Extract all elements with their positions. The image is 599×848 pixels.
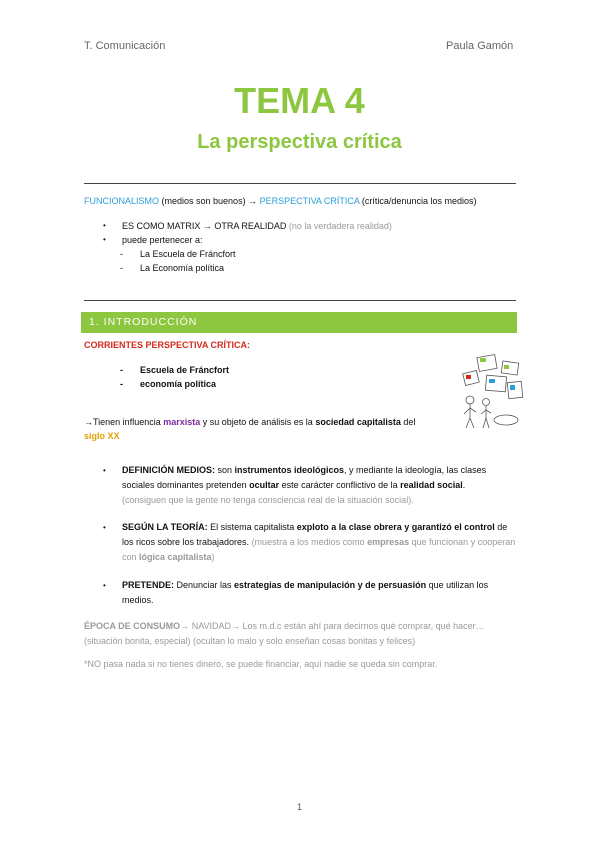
logica-capitalista-term: lógica capitalista <box>139 552 212 562</box>
definicion-text-2: , y mediante la ideología, las clases sociales dominantes pretenden <box>122 465 487 490</box>
footnote: *NO pasa nada si no tienes dinero, se puede financiar, aquí nadie se queda sin comprar. <box>84 659 438 669</box>
dash-marker: - <box>120 249 123 259</box>
divider <box>84 183 516 184</box>
funcionalismo-term: FUNCIONALISMO <box>84 196 160 206</box>
influence-text-1: →Tienen influencia <box>84 417 164 427</box>
teoria-note-3: ) <box>211 552 215 562</box>
divider <box>84 300 516 301</box>
intro-connector: (medios son buenos) → <box>159 196 260 206</box>
bullet-pertenecer-text: puede pertenecer a: <box>122 235 203 245</box>
empresas-term: empresas <box>367 537 410 547</box>
dash-marker: - <box>120 365 123 375</box>
bullet-matrix-note: (no la verdadera realidad) <box>286 221 392 231</box>
definicion-text-4: . <box>462 480 466 490</box>
corriente-item-1 <box>120 363 230 377</box>
pretende-label: PRETENDE: <box>122 580 175 590</box>
epoca-consumo-text: → NAVIDAD→ Los m.d.c están ahí para decirnos qué comprar, qué hacer… (situación bonita, especial) (ocultan lo malo y solo enseñan cosas bonitas y felices) <box>84 621 485 646</box>
ocultar-term: ocultar <box>249 480 280 490</box>
dash-marker: - <box>120 263 123 273</box>
dash-marker: - <box>120 379 123 389</box>
pretende-text-2: que utilizan los medios. <box>122 580 489 605</box>
teoria-text-2: de los ricos sobre los trabajadores. <box>122 522 508 547</box>
sub-item-frankfurt-text: La Escuela de Fráncfort <box>140 249 236 259</box>
sub-item-frankfurt <box>120 247 236 261</box>
teoria-highlight: exploto a la clase obrera y garantizó el control <box>296 522 495 532</box>
influence-line <box>84 415 444 429</box>
corrientes-title: CORRIENTES PERSPECTIVA CRÍTICA: <box>84 340 251 350</box>
perspectiva-critica-term: PERSPECTIVA CRÍTICA <box>259 196 360 206</box>
pretende <box>103 578 516 608</box>
bullet-pertenecer <box>103 233 203 247</box>
definicion-text-1: son <box>215 465 235 475</box>
section-heading: 1. INTRODUCCIÓN <box>89 316 198 328</box>
page-subtitle: La perspectiva crítica <box>197 131 402 153</box>
teoria-label: SEGÚN LA TEORÍA: <box>122 522 208 532</box>
intro-note: (crítica/denuncia los medios) <box>359 196 477 206</box>
bullet-dot: • <box>103 523 106 532</box>
bullet-dot: • <box>103 221 106 230</box>
intro-line <box>84 194 524 208</box>
page-number: 1 <box>296 802 302 812</box>
sociedad-capitalista-term: sociedad capitalista <box>315 417 401 427</box>
influence-text-3: del <box>400 417 416 427</box>
definicion-text-3: este carácter conflictivo de la <box>279 480 401 490</box>
bullet-matrix <box>103 219 392 233</box>
header-right: Paula Gamón <box>446 40 514 52</box>
page-title: TEMA 4 <box>234 80 365 121</box>
epoca-consumo <box>84 619 516 649</box>
sub-item-economia-text: La Economía política <box>140 263 225 273</box>
definicion-medios <box>103 463 516 508</box>
bullet-dot: • <box>103 581 106 590</box>
media-illustration <box>458 352 526 430</box>
instrumentos-term: instrumentos ideológicos <box>234 465 345 475</box>
epoca-consumo-label: ÉPOCA DE CONSUMO <box>84 621 181 631</box>
bullet-matrix-text: ES COMO MATRIX → OTRA REALIDAD <box>122 221 287 231</box>
realidad-social-term: realidad social <box>400 480 463 490</box>
header-left: T. Comunicación <box>84 40 166 52</box>
section-heading-bar <box>81 312 517 333</box>
sub-item-economia <box>120 261 225 275</box>
siglo-xx-term: siglo XX <box>84 431 120 441</box>
marxista-term: marxista <box>163 417 201 427</box>
estrategias-term: estrategias de manipulación y de persuasión <box>234 580 427 590</box>
bullet-dot: • <box>103 235 106 244</box>
teoria-text-1: El sistema capitalista <box>207 522 297 532</box>
teoria-note-1: (muestra a los medios como <box>249 537 368 547</box>
bullet-dot: • <box>103 466 106 475</box>
segun-la-teoria <box>103 520 516 565</box>
definicion-label: DEFINICIÓN MEDIOS: <box>122 465 216 475</box>
definicion-note: (consiguen que la gente no tenga consciencia real de la situación social). <box>122 495 414 505</box>
teoria-note-2: que funcionan y cooperan con <box>122 537 516 562</box>
influence-text-2: y su objeto de análisis es la <box>200 417 316 427</box>
corriente-item-2-text: economía política <box>140 379 217 389</box>
pretende-text-1: Denunciar las <box>174 580 235 590</box>
corriente-item-1-text: Escuela de Fráncfort <box>140 365 230 375</box>
corriente-item-2 <box>120 377 217 391</box>
